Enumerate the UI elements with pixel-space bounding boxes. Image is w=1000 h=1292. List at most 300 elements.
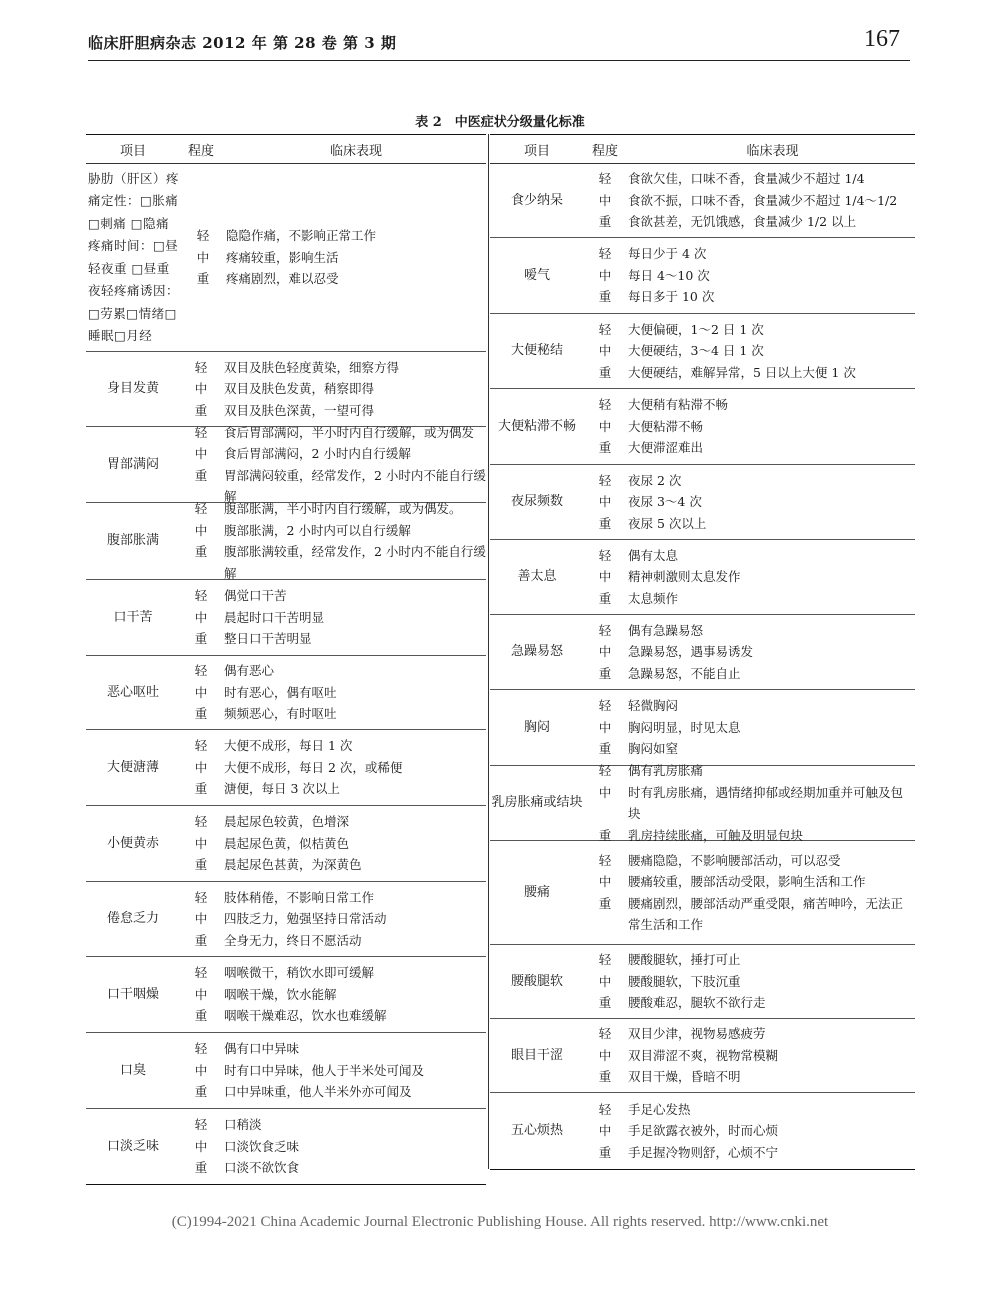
header-rule: [88, 60, 910, 61]
col-header-item: 项目: [523, 143, 550, 159]
severity-grade: 中: [194, 1138, 208, 1154]
grade-row: [180, 908, 486, 930]
clinical-description: 溏便，每日 3 次以上: [224, 781, 340, 797]
severity-grade: 重: [598, 214, 612, 230]
symptom-group: [490, 615, 915, 690]
grade-row: [584, 1120, 915, 1142]
grade-row: [182, 225, 486, 247]
clinical-description: 腰酸难忍，腿软不欲行走: [628, 995, 766, 1011]
grade-row: [584, 871, 915, 893]
grade-row: [180, 930, 486, 952]
symptom-name: 胸闷: [523, 719, 550, 735]
severity-grade: 中: [598, 874, 612, 889]
grade-rows: [182, 225, 486, 290]
grade-row: [180, 443, 486, 465]
clinical-description: 口中异味重，他人半米外亦可闻及: [224, 1084, 412, 1100]
symptom-group: [490, 389, 915, 465]
grade-rows: [584, 545, 915, 610]
grade-row: [584, 738, 915, 760]
clinical-description: 腰痛隐隐，不影响腰部活动，可以忍受: [628, 852, 841, 868]
symptom-name: 大便粘滞不畅: [497, 418, 576, 434]
grade-row: [584, 949, 915, 971]
grade-row: [584, 319, 915, 341]
symptom-group: [86, 580, 486, 656]
clinical-description: 腰痛剧烈，腰部活动严重受限，痛苦呻吟，无法正常生活和工作: [628, 895, 904, 932]
clinical-description: 手足欲露衣被外，时而心烦: [628, 1123, 779, 1139]
severity-grade: 中: [598, 267, 612, 283]
symptom-name: 嗳气: [523, 267, 550, 283]
severity-grade: 轻: [598, 321, 612, 337]
clinical-description: 急躁易怒，不能自止: [628, 665, 741, 681]
grade-rows: [180, 498, 486, 584]
grade-rows: [180, 585, 486, 650]
clinical-description: 口淡不欲饮食: [224, 1160, 300, 1176]
grade-row: [584, 1066, 915, 1088]
clinical-description: 双目少津，视物易感疲劳: [628, 1026, 766, 1042]
symptom-name: 口干咽燥: [106, 986, 159, 1002]
grade-row: [584, 663, 915, 685]
severity-grade: 中: [598, 494, 612, 510]
severity-grade: 轻: [194, 814, 208, 830]
severity-grade: 中: [194, 835, 208, 851]
clinical-description: 偶有乳房胀痛: [628, 763, 704, 778]
grade-row: [584, 760, 915, 782]
grade-rows: [584, 850, 915, 936]
table-right-half: [490, 134, 915, 1170]
grade-row: [180, 607, 486, 629]
severity-grade: 轻: [598, 1101, 612, 1117]
symptom-group: [86, 424, 486, 504]
severity-grade: 重: [598, 827, 612, 843]
table-body: [490, 164, 915, 1169]
clinical-description: 晨起时口干苦明显: [224, 609, 325, 625]
grade-row: [584, 695, 915, 717]
grade-row: [180, 887, 486, 909]
symptom-group: [490, 945, 915, 1019]
severity-grade: 重: [194, 1160, 208, 1176]
symptom-group: [490, 465, 915, 540]
grade-row: [584, 1099, 915, 1121]
grade-rows: [180, 1114, 486, 1179]
grade-row: [584, 971, 915, 993]
clinical-description: 全身无力，终日不愿活动: [224, 932, 362, 948]
clinical-description: 急躁易怒，遇事易诱发: [628, 644, 754, 660]
grade-row: [584, 588, 915, 610]
severity-grade: 轻: [194, 965, 208, 981]
grade-row: [584, 513, 915, 535]
severity-grade: 中: [194, 759, 208, 775]
clinical-description: 偶觉口干苦: [224, 588, 287, 604]
symptom-group: [490, 1019, 915, 1093]
symptom-group: [490, 314, 915, 389]
table-left-half: [86, 134, 486, 1185]
severity-grade: 轻: [598, 698, 612, 714]
grade-row: [180, 778, 486, 800]
table-header: [86, 135, 486, 164]
grade-rows: [584, 319, 915, 384]
grade-rows: [584, 695, 915, 760]
clinical-description: 整日口干苦明显: [224, 631, 312, 647]
severity-grade: 中: [598, 1123, 612, 1139]
severity-grade: 轻: [194, 424, 208, 440]
grade-row: [584, 893, 915, 936]
clinical-description: 腹部胀满，半小时内自行缓解，或为偶发。: [224, 501, 462, 516]
grade-row: [584, 243, 915, 265]
severity-grade: 中: [194, 684, 208, 700]
grade-row: [584, 1045, 915, 1067]
symptom-name: 腰痛: [523, 884, 550, 900]
grade-row: [584, 211, 915, 233]
severity-grade: 轻: [598, 952, 612, 968]
journal-name: 临床肝胆病杂志: [88, 34, 197, 52]
clinical-description: 偶有恶心: [224, 663, 275, 679]
grade-row: [584, 286, 915, 308]
col-header-description: 临床表现: [329, 143, 382, 159]
severity-grade: 轻: [598, 547, 612, 563]
severity-grade: 轻: [598, 397, 612, 413]
severity-grade: 轻: [598, 472, 612, 488]
severity-grade: 重: [194, 467, 208, 483]
severity-grade: 中: [194, 522, 208, 538]
symptom-name: 五心烦热: [510, 1123, 563, 1138]
symptom-group: [86, 730, 486, 806]
severity-grade: 重: [194, 781, 208, 797]
clinical-description: 太息频作: [628, 590, 679, 606]
grade-rows: [180, 735, 486, 800]
grade-row: [180, 757, 486, 779]
grade-row: [584, 394, 915, 416]
issue-info: 2012 年 第 28 卷 第 3 期: [202, 34, 397, 52]
severity-grade: 重: [194, 1008, 208, 1024]
grade-row: [584, 168, 915, 190]
col-header-grade: 程度: [591, 143, 618, 159]
symptom-name: 夜尿频数: [510, 494, 563, 509]
grade-row: [180, 660, 486, 682]
clinical-description: 疼痛较重，影响生活: [226, 249, 339, 265]
table-caption: 表 2 中医症状分级量化标准: [415, 115, 585, 130]
severity-grade: 轻: [598, 1026, 612, 1042]
clinical-description: 口稍淡: [224, 1117, 262, 1133]
severity-grade: 中: [598, 343, 612, 359]
grade-rows: [180, 422, 486, 508]
severity-grade: 重: [194, 544, 208, 559]
clinical-description: 乳房持续胀痛，可触及明显包块: [628, 827, 804, 843]
grade-rows: [584, 1099, 915, 1164]
clinical-description: 腹部胀满较重，经常发作，2 小时内不能自行缓解: [224, 544, 486, 581]
clinical-description: 隐隐作痛，不影响正常工作: [226, 228, 377, 244]
clinical-description: 大便稍有粘滞不畅: [628, 397, 729, 413]
symptom-name: 口臭: [119, 1062, 146, 1078]
severity-grade: 中: [598, 973, 612, 989]
clinical-description: 腹部胀满，2 小时内可以自行缓解: [224, 522, 411, 538]
severity-grade: 轻: [194, 359, 208, 375]
table-header: [490, 135, 915, 164]
clinical-description: 每日少于 4 次: [628, 246, 707, 262]
grade-row: [180, 962, 486, 984]
clinical-description: 大便硬结，3～4 日 1 次: [628, 343, 764, 359]
symptom-name: 胃部满闷: [106, 456, 159, 472]
severity-grade: 轻: [194, 1117, 208, 1133]
grade-row: [180, 854, 486, 876]
severity-grade: 轻: [598, 171, 612, 187]
clinical-description: 晨起尿色黄，似桔黄色: [224, 835, 350, 851]
col-header-item: 项目: [119, 143, 146, 159]
grade-row: [180, 1081, 486, 1103]
clinical-description: 双目滞涩不爽，视物常模糊: [628, 1047, 779, 1063]
clinical-description: 每日 4～10 次: [628, 267, 710, 283]
severity-grade: 中: [194, 446, 208, 461]
grade-rows: [584, 620, 915, 685]
severity-grade: 中: [598, 1047, 612, 1063]
grade-rows: [180, 962, 486, 1027]
grade-row: [180, 682, 486, 704]
clinical-description: 咽喉干燥难忍，饮水也难缓解: [224, 1008, 387, 1024]
clinical-description: 偶有太息: [628, 547, 679, 563]
severity-grade: 中: [194, 1062, 208, 1078]
clinical-description: 时有乳房胀痛，遇情绪抑郁或经期加重并可触及包块: [628, 784, 904, 821]
severity-grade: 中: [598, 719, 612, 735]
clinical-description: 疼痛剧烈，难以忍受: [226, 271, 339, 287]
grade-rows: [180, 1038, 486, 1103]
symptom-name: 善太息: [517, 569, 557, 584]
clinical-description: 大便不成形，每日 2 次，或稀便: [224, 759, 403, 775]
grade-row: [584, 620, 915, 642]
severity-grade: 重: [598, 1144, 612, 1160]
symptom-group: [86, 882, 486, 957]
grade-rows: [180, 887, 486, 952]
clinical-description: 食后胃部满闷，2 小时内自行缓解: [224, 446, 411, 461]
severity-grade: 中: [598, 192, 612, 208]
symptom-name: 口淡乏味: [106, 1138, 159, 1154]
symptom-name: 眼目干涩: [510, 1047, 563, 1063]
symptom-name: 急躁易怒: [510, 644, 563, 659]
clinical-description: 夜尿 2 次: [628, 472, 682, 488]
symptom-name: 大便溏薄: [106, 759, 159, 775]
grade-row: [180, 1005, 486, 1027]
severity-grade: 重: [194, 631, 208, 647]
symptom-group: [490, 540, 915, 615]
grade-rows: [180, 660, 486, 725]
severity-grade: 轻: [194, 889, 208, 905]
grade-row: [584, 340, 915, 362]
severity-grade: 轻: [598, 246, 612, 262]
clinical-description: 时有恶心，偶有呕吐: [224, 684, 337, 700]
symptom-name: 口干苦: [113, 609, 153, 625]
grade-row: [180, 703, 486, 725]
severity-grade: 重: [598, 995, 612, 1011]
grade-row: [584, 1142, 915, 1164]
symptom-group: [86, 806, 486, 882]
symptom-group: [490, 1093, 915, 1169]
symptom-group: [490, 841, 915, 945]
clinical-description: 咽喉微干，稍饮水即可缓解: [224, 965, 375, 981]
grade-row: [584, 850, 915, 872]
severity-grade: 轻: [194, 663, 208, 679]
grade-row: [584, 470, 915, 492]
grade-row: [182, 268, 486, 290]
severity-grade: 重: [598, 364, 612, 380]
grade-row: [584, 437, 915, 459]
running-header: [88, 32, 396, 53]
symptom-group: [86, 1033, 486, 1109]
severity-grade: 中: [598, 418, 612, 434]
severity-grade: 轻: [194, 738, 208, 754]
severity-grade: 重: [598, 515, 612, 531]
severity-grade: 重: [598, 1069, 612, 1085]
severity-grade: 重: [598, 590, 612, 606]
severity-grade: 重: [194, 1084, 208, 1100]
grade-row: [584, 190, 915, 212]
severity-grade: 重: [598, 895, 612, 911]
symptom-name: 腰酸腿软: [510, 973, 563, 989]
clinical-description: 腰酸腿软，捶打可止: [628, 952, 741, 968]
grade-row: [180, 1060, 486, 1082]
grade-rows: [584, 168, 915, 233]
clinical-description: 食欲甚差，无饥饿感，食量减少 1/2 以上: [628, 214, 857, 230]
symptom-name: 大便秘结: [510, 343, 563, 358]
grade-row: [584, 717, 915, 739]
symptom-group: [86, 1109, 486, 1184]
clinical-description: 口淡饮食乏味: [224, 1138, 300, 1154]
clinical-description: 食后胃部满闷，半小时内自行缓解，或为偶发: [224, 424, 475, 440]
severity-grade: 中: [194, 986, 208, 1002]
clinical-description: 晨起尿色甚黄，为深黄色: [224, 857, 362, 873]
grade-row: [180, 400, 486, 422]
grade-rows: [180, 811, 486, 876]
grade-row: [584, 992, 915, 1014]
grade-row: [180, 357, 486, 379]
clinical-description: 手足握冷物则舒，心烦不宁: [628, 1144, 779, 1160]
symptom-name: 小便黄赤: [106, 835, 159, 851]
col-header-grade: 程度: [187, 143, 214, 159]
grade-row: [180, 498, 486, 520]
symptom-name: 倦怠乏力: [106, 911, 159, 926]
page-number: 167: [864, 26, 900, 52]
clinical-description: 双目及肤色发黄，稍察即得: [224, 381, 375, 397]
symptom-name: 乳房胀痛或结块: [491, 795, 583, 810]
clinical-description: 食欲欠佳，口味不香，食量减少不超过 1/4: [628, 171, 865, 187]
severity-grade: 中: [194, 911, 208, 927]
severity-grade: 轻: [194, 501, 208, 516]
grade-row: [584, 1023, 915, 1045]
clinical-description: 偶有急躁易怒: [628, 622, 704, 638]
clinical-description: 腰酸腿软，下肢沉重: [628, 973, 741, 989]
symptom-group: [490, 690, 915, 766]
grade-row: [180, 1038, 486, 1060]
clinical-description: 双目及肤色深黄，一望可得: [224, 402, 375, 418]
symptom-group: [490, 238, 915, 314]
symptom-group: [86, 957, 486, 1033]
clinical-description: 精神刺激则太息发作: [628, 569, 741, 585]
symptom-group: [86, 164, 486, 352]
grade-row: [182, 247, 486, 269]
severity-grade: 重: [194, 857, 208, 873]
severity-grade: 轻: [598, 622, 612, 638]
symptom-name: 身目发黄: [106, 381, 159, 396]
clinical-description: 食欲不振，口味不香，食量减少不超过 1/4～1/2: [628, 192, 898, 208]
grade-rows: [180, 357, 486, 422]
clinical-description: 频频恶心，有时呕吐: [224, 706, 337, 722]
symptom-name: 腹部胀满: [106, 533, 159, 548]
severity-grade: 重: [598, 665, 612, 681]
clinical-description: 每日多于 10 次: [628, 289, 715, 305]
severity-grade: 轻: [194, 1041, 208, 1057]
grade-row: [180, 735, 486, 757]
severity-grade: 轻: [196, 228, 210, 244]
clinical-description: 胸闷如窒: [628, 741, 679, 757]
clinical-description: 晨起尿色较黄，色增深: [224, 814, 350, 830]
clinical-description: 双目干燥，昏暗不明: [628, 1069, 741, 1085]
grade-rows: [584, 243, 915, 308]
col-header-description: 临床表现: [746, 143, 799, 159]
clinical-description: 手足心发热: [628, 1101, 691, 1117]
symptom-group: [86, 503, 486, 580]
clinical-description: 胸闷明显，时见太息: [628, 719, 741, 735]
severity-grade: 中: [194, 609, 208, 625]
symptom-group: [490, 763, 915, 843]
grade-row: [584, 362, 915, 384]
grade-row: [180, 811, 486, 833]
grade-row: [584, 265, 915, 287]
severity-grade: 中: [598, 569, 612, 585]
severity-grade: 中: [194, 381, 208, 397]
clinical-description: 大便偏硬，1～2 日 1 次: [628, 321, 764, 337]
severity-grade: 重: [194, 932, 208, 948]
clinical-description: 大便不成形，每日 1 次: [224, 738, 353, 754]
clinical-description: 咽喉干燥，饮水能解: [224, 986, 337, 1002]
grade-row: [180, 541, 486, 584]
grade-row: [180, 984, 486, 1006]
symptom-group: [490, 164, 915, 238]
clinical-description: 夜尿 3～4 次: [628, 494, 702, 510]
severity-grade: 轻: [598, 852, 612, 868]
severity-grade: 重: [598, 440, 612, 456]
clinical-description: 偶有口中异味: [224, 1041, 300, 1057]
clinical-description: 大便硬结，难解异常，5 日以上大便 1 次: [628, 364, 856, 380]
grade-row: [584, 416, 915, 438]
grade-row: [180, 1136, 486, 1158]
severity-grade: 重: [196, 271, 210, 287]
clinical-description: 胃部满闷较重，经常发作，2 小时内不能自行缓解: [224, 467, 486, 504]
grade-rows: [584, 470, 915, 535]
clinical-description: 双目及肤色轻度黄染，细察方得: [224, 359, 400, 375]
column-divider: [488, 134, 489, 1169]
grade-row: [584, 491, 915, 513]
grade-rows: [584, 394, 915, 459]
grade-row: [180, 1157, 486, 1179]
table-body: [86, 164, 486, 1184]
severity-grade: 轻: [598, 763, 612, 778]
grade-row: [180, 422, 486, 444]
symptom-group: [86, 352, 486, 427]
severity-grade: 重: [598, 741, 612, 757]
grade-rows: [584, 760, 915, 846]
clinical-description: 大便滞涩难出: [628, 440, 704, 456]
clinical-description: 四肢乏力，勉强坚持日常活动: [224, 911, 387, 927]
grade-row: [180, 628, 486, 650]
clinical-description: 轻微胸闷: [628, 698, 679, 714]
grade-row: [180, 585, 486, 607]
grade-row: [180, 1114, 486, 1136]
grade-row: [180, 833, 486, 855]
symptom-name: 恶心呕吐: [106, 684, 159, 700]
clinical-description: 腰痛较重，腰部活动受限，影响生活和工作: [628, 874, 866, 889]
grade-rows: [584, 1023, 915, 1088]
clinical-description: 肢体稍倦，不影响日常工作: [224, 889, 375, 905]
severity-grade: 重: [598, 289, 612, 305]
grade-rows: [584, 949, 915, 1014]
grade-row: [584, 825, 915, 847]
